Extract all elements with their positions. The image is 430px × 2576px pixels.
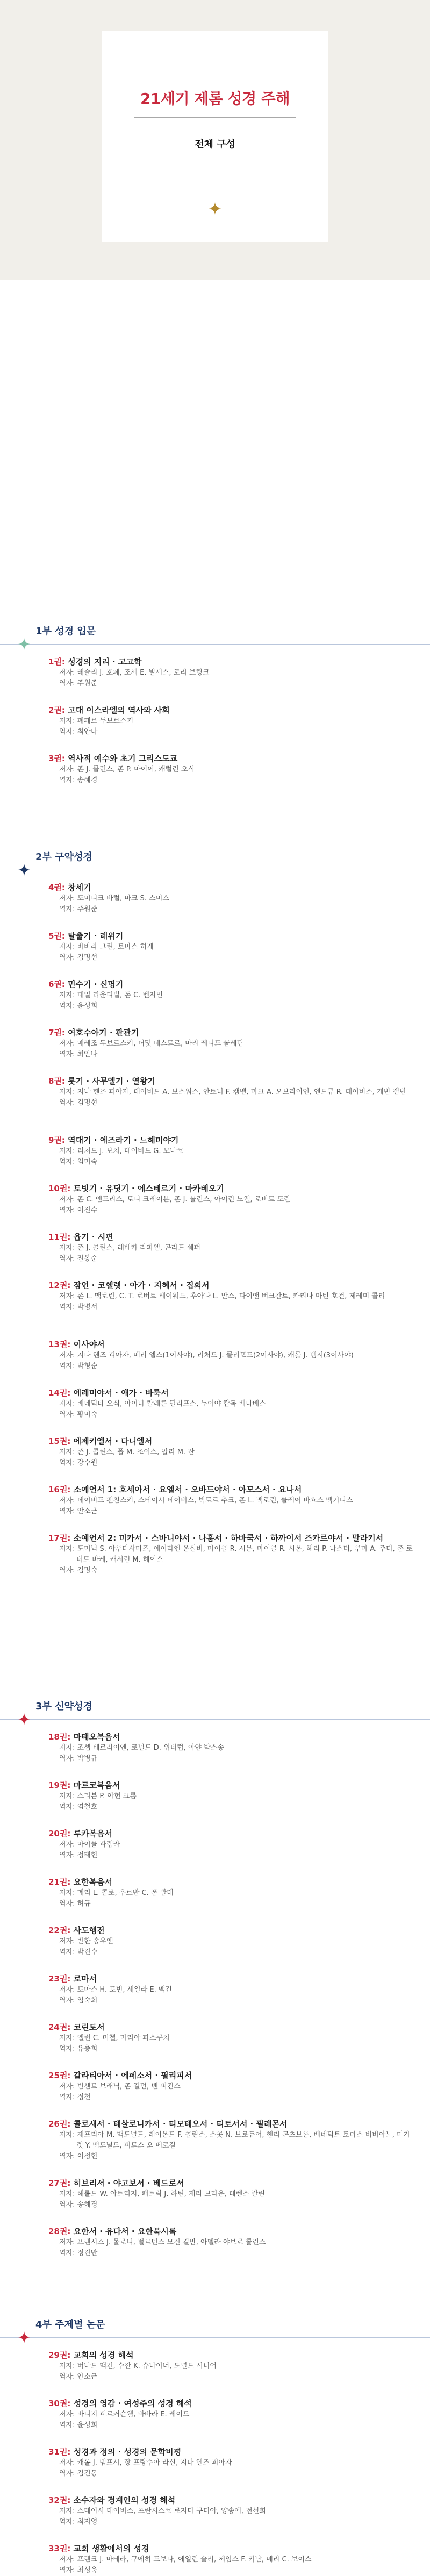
authors-line: 저자: 프랜시스 J. 몰로니, 펄르틴스 모건 길만, 아델라 야브로 콜린스: [59, 2238, 266, 2246]
volume-number: 23권:: [48, 1974, 71, 1984]
volume-entry: [48, 1075, 414, 1108]
volume-name: 요한복음서: [70, 1877, 113, 1887]
volume-name: 고대 이스라엘의 역사와 사회: [64, 705, 170, 715]
volume-title: [48, 1387, 414, 1399]
volume-entry: [48, 2021, 414, 2055]
volume-number: 7권:: [48, 1028, 65, 1037]
volume-name: 창세기: [64, 883, 91, 892]
authors-line: 저자: 앨런 C. 미첼, 마리아 파스쿠치: [59, 2034, 170, 2042]
volume-entry: [48, 2118, 414, 2162]
authors-line: 저자: 도미닉 S. 아루다사마즈, 에이라엔 온실비, 마이클 R. 시몬, 마이클 R. 시몬, 헤리 P. 나스터, 루마 A. 주디, 존 로버트 바케, 캐서린 M. 헤이스: [59, 1545, 413, 1564]
volume-name: 마르코복음서: [70, 1780, 120, 1790]
authors-line: 저자: 프랜크 J. 마테라, 구에히 드보나, 에일린 술리, 제임스 F. 키난, 메리 C. 보이스: [59, 2556, 312, 2564]
translator-line: 역자: 윤성희: [59, 2421, 98, 2429]
volume-name: 갈라티아서 · 에페소서 · 필리피서: [70, 2071, 192, 2080]
volume-entry: [48, 2070, 414, 2103]
part-divider: [0, 2337, 430, 2338]
volume-title: [48, 1973, 414, 1985]
authors-line: 저자: 존 L. 맥로린, C. T. 로버트 헤이워드, 후아나 L. 만스, 다이앤 버크간트, 카리나 마틴 호건, 제레미 콜리: [59, 1292, 385, 1300]
translator-line: 역자: 전봉순: [59, 1255, 98, 1263]
translator-line: 역자: 박진수: [59, 1948, 98, 1956]
authors-line: 저자: 레슬리 J. 호페, 조세 E. 빌세스, 로리 브링크: [59, 669, 210, 677]
volume-title: [48, 2494, 414, 2506]
sparkle-icon: [209, 202, 221, 215]
volume-name: 성경의 영감 · 여성주의 성경 해석: [70, 2399, 192, 2408]
volume-number: 19권:: [48, 1780, 71, 1790]
volume-title: [48, 1435, 414, 1447]
volume-number: 8권:: [48, 1076, 65, 1086]
volume-number: 21권:: [48, 1877, 71, 1887]
volume-title: [48, 1731, 414, 1743]
volume-entry: [48, 1279, 414, 1313]
volume-title: [48, 2177, 414, 2189]
volume-name: 로마서: [70, 1974, 97, 1984]
volume-name: 민수기 · 신명기: [64, 979, 124, 989]
volume-title: [48, 2070, 414, 2081]
volume-name: 소예언서 2: 미카서 · 스바니야서 · 나훔서 · 하바쿡서 · 하까이서 즈카르야서 · 말라키서: [70, 1533, 384, 1543]
volume-title: [48, 656, 414, 668]
translator-line: 역자: 박형순: [59, 1362, 98, 1370]
volume-title: [48, 2446, 414, 2458]
volume-entry: [48, 978, 414, 1012]
authors-line: 저자: 바바라 그린, 토마스 히케: [59, 943, 154, 951]
volume-entry: [48, 2177, 414, 2210]
volume-title: [48, 704, 414, 716]
page-subtitle: 전체 구성: [195, 139, 235, 150]
translator-line: 역자: 안소근: [59, 2373, 98, 2381]
volume-number: 10권:: [48, 1184, 71, 1193]
volume-name: 탈출기 · 레위기: [64, 931, 124, 941]
authors-line: 저자: 존 J. 콜린스, 존 P. 마이어, 캐럴린 오식: [59, 765, 195, 774]
volume-title: [48, 882, 414, 893]
translator-line: 역자: 유충희: [59, 2045, 98, 2053]
volume-number: 30권:: [48, 2399, 71, 2408]
volume-name: 마태오복음서: [70, 1732, 120, 1742]
volume-number: 15권:: [48, 1436, 71, 1446]
authors-line: 저자: 마이클 파렘라: [59, 1841, 120, 1849]
volume-number: 6권:: [48, 979, 65, 989]
volume-entry: [48, 1973, 414, 2006]
sparkle-icon: [18, 2331, 30, 2343]
volume-title: [48, 753, 414, 764]
sparkle-icon: [18, 1713, 30, 1725]
volume-name: 소수자와 경계인의 성경 해석: [70, 2495, 176, 2505]
volume-number: 27권:: [48, 2178, 71, 2188]
authors-line: 저자: 폐페르 두보르스키: [59, 717, 134, 725]
authors-line: 저자: 조셉 베르라이엔, 로널드 D. 위터럽, 아얀 박스송: [59, 1744, 224, 1752]
authors-line: 저자: 데이비드 펜친스키, 스테이시 데이비스, 빅토르 추크, 존 L. 맥로린, 클레어 바흐스 맥기니스: [59, 1497, 353, 1505]
translator-line: 역자: 최안나: [59, 728, 98, 736]
volume-number: 18권:: [48, 1732, 71, 1742]
translator-line: 역자: 이진수: [59, 1206, 98, 1214]
volume-number: 20권:: [48, 1829, 71, 1838]
authors-line: 저자: 스티븐 P. 아헌 크롬: [59, 1792, 137, 1800]
volume-entry: [48, 1731, 414, 1764]
volume-title: [48, 930, 414, 942]
volume-entry: [48, 2494, 414, 2528]
translator-line: 역자: 염철호: [59, 1803, 98, 1811]
volume-title: [48, 1828, 414, 1840]
volume-number: 26권:: [48, 2119, 71, 2129]
page-title: 21세기 제롬 성경 주해: [140, 90, 290, 108]
translator-line: 역자: 윤성희: [59, 1002, 98, 1010]
volume-number: 13권:: [48, 1340, 71, 1349]
translator-line: 역자: 김명선: [59, 954, 98, 962]
volume-title: [48, 1339, 414, 1350]
sparkle-icon: [18, 638, 30, 650]
volume-name: 토빗기 · 유딧기 · 에스테르기 · 마카베오기: [70, 1184, 224, 1193]
translator-line: 역자: 임숙희: [59, 1997, 98, 2005]
volume-entry: [48, 1876, 414, 1909]
translator-line: 역자: 정태현: [59, 1851, 98, 1859]
volume-name: 이사야서: [70, 1340, 105, 1349]
volume-number: 3권:: [48, 754, 65, 763]
volume-number: 14권:: [48, 1388, 71, 1398]
translator-line: 역자: 주원준: [59, 679, 98, 688]
translator-line: 역자: 정천: [59, 2093, 91, 2101]
volume-number: 28권:: [48, 2227, 71, 2236]
volume-number: 25권:: [48, 2071, 71, 2080]
volume-title: [48, 2021, 414, 2033]
translator-line: 역자: 최지영: [59, 2518, 98, 2526]
authors-line: 저자: 존 C. 엔드리스, 토니 크레이븐, 존 J. 콜린스, 아이린 노웰, 로버트 도란: [59, 1196, 291, 1204]
volume-title: [48, 1876, 414, 1888]
volume-name: 소예언서 1: 호세아서 · 요엘서 · 오바드야서 · 아모스서 · 요나서: [70, 1485, 302, 1494]
volume-entry: [48, 2349, 414, 2382]
volume-number: 1권:: [48, 657, 65, 667]
volume-entry: [48, 1231, 414, 1264]
volume-title: [48, 1532, 414, 1544]
translator-line: 역자: 이정현: [59, 2152, 98, 2160]
volume-number: 12권:: [48, 1280, 71, 1290]
part-heading: 3부 신약성경: [35, 1701, 92, 1712]
volume-number: 11권:: [48, 1232, 71, 1242]
volume-title: [48, 1484, 414, 1495]
volume-name: 코린토서: [70, 2022, 105, 2032]
volume-name: 콜로새서 · 테살로니카서 · 티모테오서 · 티토서서 · 필레몬서: [70, 2119, 288, 2129]
volume-entry: [48, 1828, 414, 1861]
authors-line: 저자: 캐롤 J. 뎀프시, 장 프랑수아 라신, 지나 헨즈 피아자: [59, 2459, 232, 2467]
volume-name: 요한서 · 유다서 · 요한묵시록: [70, 2227, 177, 2236]
translator-line: 역자: 정진만: [59, 2249, 98, 2257]
authors-line: 저자: 리처드 J. 보치, 데이비드 G. 모나코: [59, 1147, 184, 1155]
volume-entry: [48, 1183, 414, 1216]
volume-entry: [48, 704, 414, 738]
volume-entry: [48, 656, 414, 689]
authors-line: 저자: 존 J. 콜린스, 폴 M. 조이스, 팔리 M. 잔: [59, 1448, 195, 1456]
translator-line: 역자: 송혜경: [59, 776, 98, 784]
authors-line: 저자: 반한 송우엔: [59, 1937, 113, 1945]
authors-line: 저자: 제프리아 M. 맥도널드, 레이몬드 F. 콜린스, 스콧 N. 브로듀어, 헨리 콘츠브론, 베네딕트 토마스 비비아노, 마가렛 Y. 맥도널드, 퍼트스 오 베로길: [59, 2131, 411, 2150]
volume-title: [48, 1183, 414, 1194]
volume-title: [48, 2349, 414, 2361]
volume-title: [48, 1779, 414, 1791]
authors-line: 저자: 버나드 맥긴, 수잔 K. 슈나이너, 도널드 시니어: [59, 2362, 217, 2370]
volume-name: 교회 생활에서의 성경: [70, 2544, 149, 2553]
translator-line: 역자: 송혜경: [59, 2201, 98, 2209]
volume-entry: [48, 1134, 414, 1168]
part-heading: 1부 성경 입문: [35, 626, 96, 637]
translator-line: 역자: 강수원: [59, 1459, 98, 1467]
volume-title: [48, 1231, 414, 1243]
authors-line: 저자: 도미니크 바럴, 마크 S. 스미스: [59, 895, 169, 903]
authors-line: 저자: 베네딕타 요식, 아이다 칼레른 필리프스, 누이야 캅독 베나베스: [59, 1400, 266, 1408]
volume-title: [48, 2398, 414, 2409]
volume-number: 16권:: [48, 1485, 71, 1494]
volume-name: 역대기 · 에즈라기 · 느헤미야기: [64, 1135, 179, 1145]
translator-line: 역자: 최안나: [59, 1050, 98, 1058]
volume-name: 성경의 지리 · 고고학: [64, 657, 142, 667]
authors-line: 저자: 토마스 H. 토빈, 세일라 E. 맥긴: [59, 1986, 173, 1994]
authors-line: 저자: 스테이시 데이비스, 프란시스코 로자다 구디아, 양송에, 전선희: [59, 2507, 266, 2515]
translator-line: 역자: 김명선: [59, 1099, 98, 1107]
volume-name: 히브리서 · 야고보서 · 베드로서: [70, 2178, 184, 2188]
volume-number: 24권:: [48, 2022, 71, 2032]
sparkle-icon: [18, 864, 30, 876]
volume-title: [48, 2226, 414, 2237]
volume-title: [48, 2543, 414, 2554]
volume-entry: [48, 1027, 414, 1060]
volume-name: 에제키엘서 · 다니엘서: [70, 1436, 153, 1446]
part-heading: 2부 구약성경: [35, 851, 92, 863]
volume-title: [48, 1027, 414, 1039]
hero-banner: [0, 0, 430, 280]
volume-entry: [48, 2398, 414, 2431]
volume-entry: [48, 2543, 414, 2576]
volume-entry: [48, 1779, 414, 1813]
volume-number: 9권:: [48, 1135, 65, 1145]
authors-line: 저자: 지나 헨즈 피아자, 데이비드 A. 보스워스, 안토니 F. 캠벨, 마크 A. 오브라이언, 엔드류 R. 데이비스, 개빈 갤빈: [59, 1088, 406, 1096]
volume-title: [48, 2118, 414, 2130]
volume-name: 룻기 · 사무엘기 · 열왕기: [64, 1076, 155, 1086]
volume-entry: [48, 1484, 414, 1517]
volume-entry: [48, 1924, 414, 1958]
translator-line: 역자: 주원준: [59, 905, 98, 913]
translator-line: 역자: 박병서: [59, 1303, 98, 1311]
volume-name: 루카복음서: [70, 1829, 113, 1838]
volume-number: 22권:: [48, 1926, 71, 1935]
volume-number: 29권:: [48, 2350, 71, 2360]
authors-line: 저자: 빈센트 브래닉, 존 길먼, 밴 퍼킨스: [59, 2083, 181, 2091]
volume-entry: [48, 753, 414, 786]
volume-title: [48, 1075, 414, 1087]
volume-title: [48, 1134, 414, 1146]
volume-name: 역사적 예수와 초기 그리스도교: [64, 754, 178, 763]
volume-number: 2권:: [48, 705, 65, 715]
volume-name: 사도행전: [70, 1926, 105, 1935]
translator-line: 역자: 허규: [59, 1900, 91, 1908]
volume-name: 여호수아기 · 판관기: [64, 1028, 139, 1037]
volume-name: 잠언 · 코헬렛 · 아가 · 지혜서 · 집회서: [70, 1280, 210, 1290]
authors-line: 저자: 지나 헨즈 피아자, 메리 엘스(1이사야), 리처드 J. 클리포드(2이사야), 캐롤 J. 뎀시(3이사야): [59, 1351, 354, 1359]
volume-number: 32권:: [48, 2495, 71, 2505]
translator-line: 역자: 박병규: [59, 1755, 98, 1763]
authors-line: 저자: 메레조 두보르스키, 더몇 네스트르, 마리 레니드 콜레딘: [59, 1040, 243, 1048]
authors-line: 저자: 메리 L. 콜로, 우르반 C. 폰 발데: [59, 1889, 174, 1897]
volume-number: 4권:: [48, 883, 65, 892]
volume-number: 5권:: [48, 931, 65, 941]
volume-title: [48, 978, 414, 990]
title-divider: [134, 117, 296, 118]
volume-title: [48, 1279, 414, 1291]
volume-title: [48, 1924, 414, 1936]
translator-line: 역자: 김건동: [59, 2470, 98, 2478]
part-heading: 4부 주제별 논문: [35, 2319, 105, 2330]
volume-number: 33권:: [48, 2544, 71, 2553]
authors-line: 저자: 데일 라운디빌, 돈 C. 벤자민: [59, 991, 163, 999]
translator-line: 역자: 안소근: [59, 1507, 98, 1515]
authors-line: 저자: 해롤드 W. 아트리지, 패트릭 J. 하틴, 제리 브라운, 테렌스 칼린: [59, 2190, 265, 2198]
translator-line: 역자: 김명숙: [59, 1566, 98, 1575]
volume-number: 31권:: [48, 2447, 71, 2457]
translator-line: 역자: 최성욱: [59, 2566, 98, 2574]
title-card: [102, 31, 328, 242]
volume-number: 17권:: [48, 1533, 71, 1543]
authors-line: 저자: 존 J. 콜린스, 레베카 라파엘, 콘라드 쉐퍼: [59, 1244, 201, 1252]
volume-name: 욥기 · 시편: [70, 1232, 113, 1242]
volume-entry: [48, 1532, 414, 1576]
volume-entry: [48, 1435, 414, 1469]
volume-entry: [48, 1387, 414, 1420]
volume-entry: [48, 1339, 414, 1372]
volume-entry: [48, 930, 414, 963]
volume-name: 성경과 정의 · 성경의 문학비평: [70, 2447, 182, 2457]
part-divider: [0, 644, 430, 645]
volume-name: 예레미야서 · 애가 · 바룩서: [70, 1388, 169, 1398]
translator-line: 역자: 임미숙: [59, 1158, 98, 1166]
translator-line: 역자: 황미숙: [59, 1411, 98, 1419]
volume-entry: [48, 2446, 414, 2479]
volume-name: 교회의 성경 해석: [70, 2350, 134, 2360]
volume-entry: [48, 882, 414, 915]
volume-entry: [48, 2226, 414, 2259]
authors-line: 저자: 바니지 퍼르커슨웰, 바바라 E. 레이드: [59, 2410, 190, 2418]
part-divider: [0, 1719, 430, 1720]
